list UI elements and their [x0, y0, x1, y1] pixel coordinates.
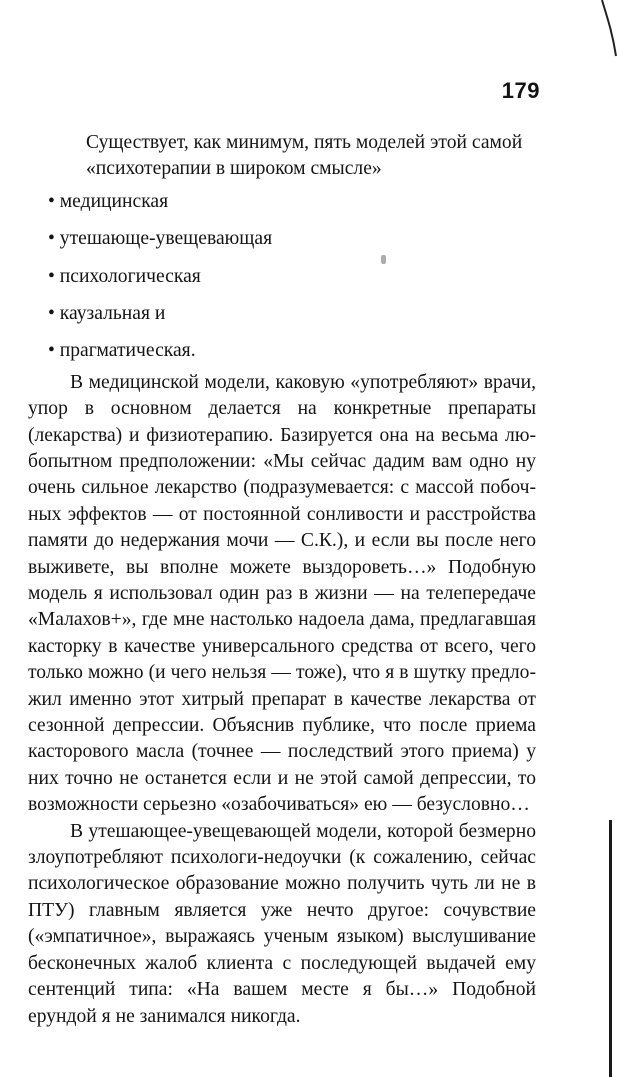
page-number: 179	[501, 78, 540, 103]
intro-paragraph: Существует, как минимум, пять моделей этой самой «психотерапии в широком смысле»	[86, 132, 523, 180]
scan-margin-line	[609, 820, 612, 1077]
list-item: • психологическая	[28, 258, 536, 295]
models-list	[28, 183, 536, 370]
scan-edge-mark	[580, 0, 620, 60]
list-item: • медицинская	[28, 183, 536, 220]
paragraph-medical-model: В медицинской модели, каковую «употребляют» врачи, упор в основном делается на конкретные препараты (лекарства) и физиотерапию. Базируется она на весьма любопытном предположении: «Мы сейчас дадим вам одно ну очень сильное лекарство (подразумевается: с массой побочных эффектов — от постоянной сонливости и расстройства памяти до недержания мочи — С.К.), и если вы после него выживете, вы вполне можете выздороветь…» Подобную модель я использовал один раз в жизни — на телепередаче «Малахов+», где мне настолько надоела дама, предлагавшая касторку в качестве универсального средства от всего, чего только можно (и чего нельзя — тоже), что я в шутку предложил именно этот хитрый препарат в качестве лекарства от сезонной депрессии. Объяснив публике, что после приема касторового масла (точнее — последствий этого приема) у них точно не останется если и не этой самой депрессии, то возможности серьезно «озабочиваться» ею — безусловно…	[28, 371, 536, 816]
list-item: • каузальная и	[28, 295, 536, 332]
list-item: • прагматическая.	[28, 332, 536, 369]
page-body	[28, 130, 536, 1030]
paragraph-consoling-model: В утешающее-увещевающей модели, которой безмерно злоупотребляют психологи-недоучки (к сожалению, сейчас психологическое образование можно получить чуть ли не в ПТУ) главным является уже нечто другое: сочувствие («эмпатичное», выражаясь ученым языком) выслушивание бесконечных жалоб клиента с последующей выдачей ему сентенций типа: «На вашем месте я бы…» Подобной ерундой я не занимался никогда.	[28, 820, 536, 1027]
list-item: • утешающе-увещевающая	[28, 220, 536, 257]
